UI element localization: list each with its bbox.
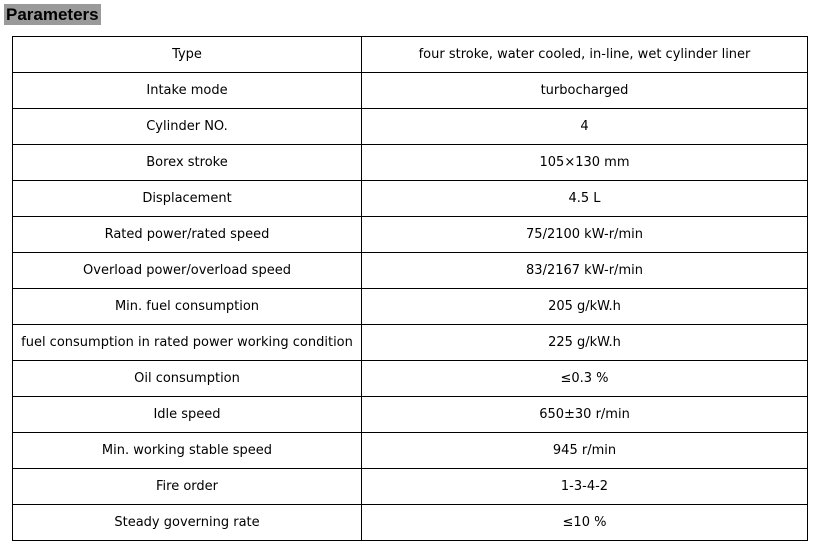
table-row	[13, 37, 808, 73]
table-row	[13, 217, 808, 253]
parameter-value: 945 r/min	[362, 433, 808, 469]
table-row	[13, 397, 808, 433]
parameter-label: Idle speed	[13, 397, 362, 433]
parameter-label: Fire order	[13, 469, 362, 505]
page-title: Parameters	[6, 5, 99, 24]
table-row	[13, 433, 808, 469]
table-row	[13, 73, 808, 109]
table-row	[13, 361, 808, 397]
parameter-value: 105×130 mm	[362, 145, 808, 181]
parameter-value: 225 g/kW.h	[362, 325, 808, 361]
parameter-label: Steady governing rate	[13, 505, 362, 541]
table-row	[13, 469, 808, 505]
parameter-label: Cylinder NO.	[13, 109, 362, 145]
parameter-value: 650±30 r/min	[362, 397, 808, 433]
parameter-label: Rated power/rated speed	[13, 217, 362, 253]
parameter-label: Min. working stable speed	[13, 433, 362, 469]
table-row	[13, 181, 808, 217]
parameter-value: 1-3-4-2	[362, 469, 808, 505]
table-row	[13, 289, 808, 325]
parameter-label: Oil consumption	[13, 361, 362, 397]
parameter-value: 4.5 L	[362, 181, 808, 217]
table-row	[13, 253, 808, 289]
parameter-value: turbocharged	[362, 73, 808, 109]
parameter-value: ≤10 %	[362, 505, 808, 541]
parameter-label: Type	[13, 37, 362, 73]
parameters-table	[12, 36, 808, 541]
parameter-label: Min. fuel consumption	[13, 289, 362, 325]
table-row	[13, 109, 808, 145]
table-row	[13, 325, 808, 361]
parameter-value: ≤0.3 %	[362, 361, 808, 397]
parameter-label: Overload power/overload speed	[13, 253, 362, 289]
parameter-value: 75/2100 kW-r/min	[362, 217, 808, 253]
parameter-value: four stroke, water cooled, in-line, wet cylinder liner	[362, 37, 808, 73]
parameter-label: fuel consumption in rated power working condition	[13, 325, 362, 361]
parameter-label: Intake mode	[13, 73, 362, 109]
parameter-value: 205 g/kW.h	[362, 289, 808, 325]
parameter-value: 4	[362, 109, 808, 145]
parameter-label: Displacement	[13, 181, 362, 217]
table-row	[13, 145, 808, 181]
parameter-value: 83/2167 kW-r/min	[362, 253, 808, 289]
parameter-label: Borex stroke	[13, 145, 362, 181]
table-row	[13, 505, 808, 541]
